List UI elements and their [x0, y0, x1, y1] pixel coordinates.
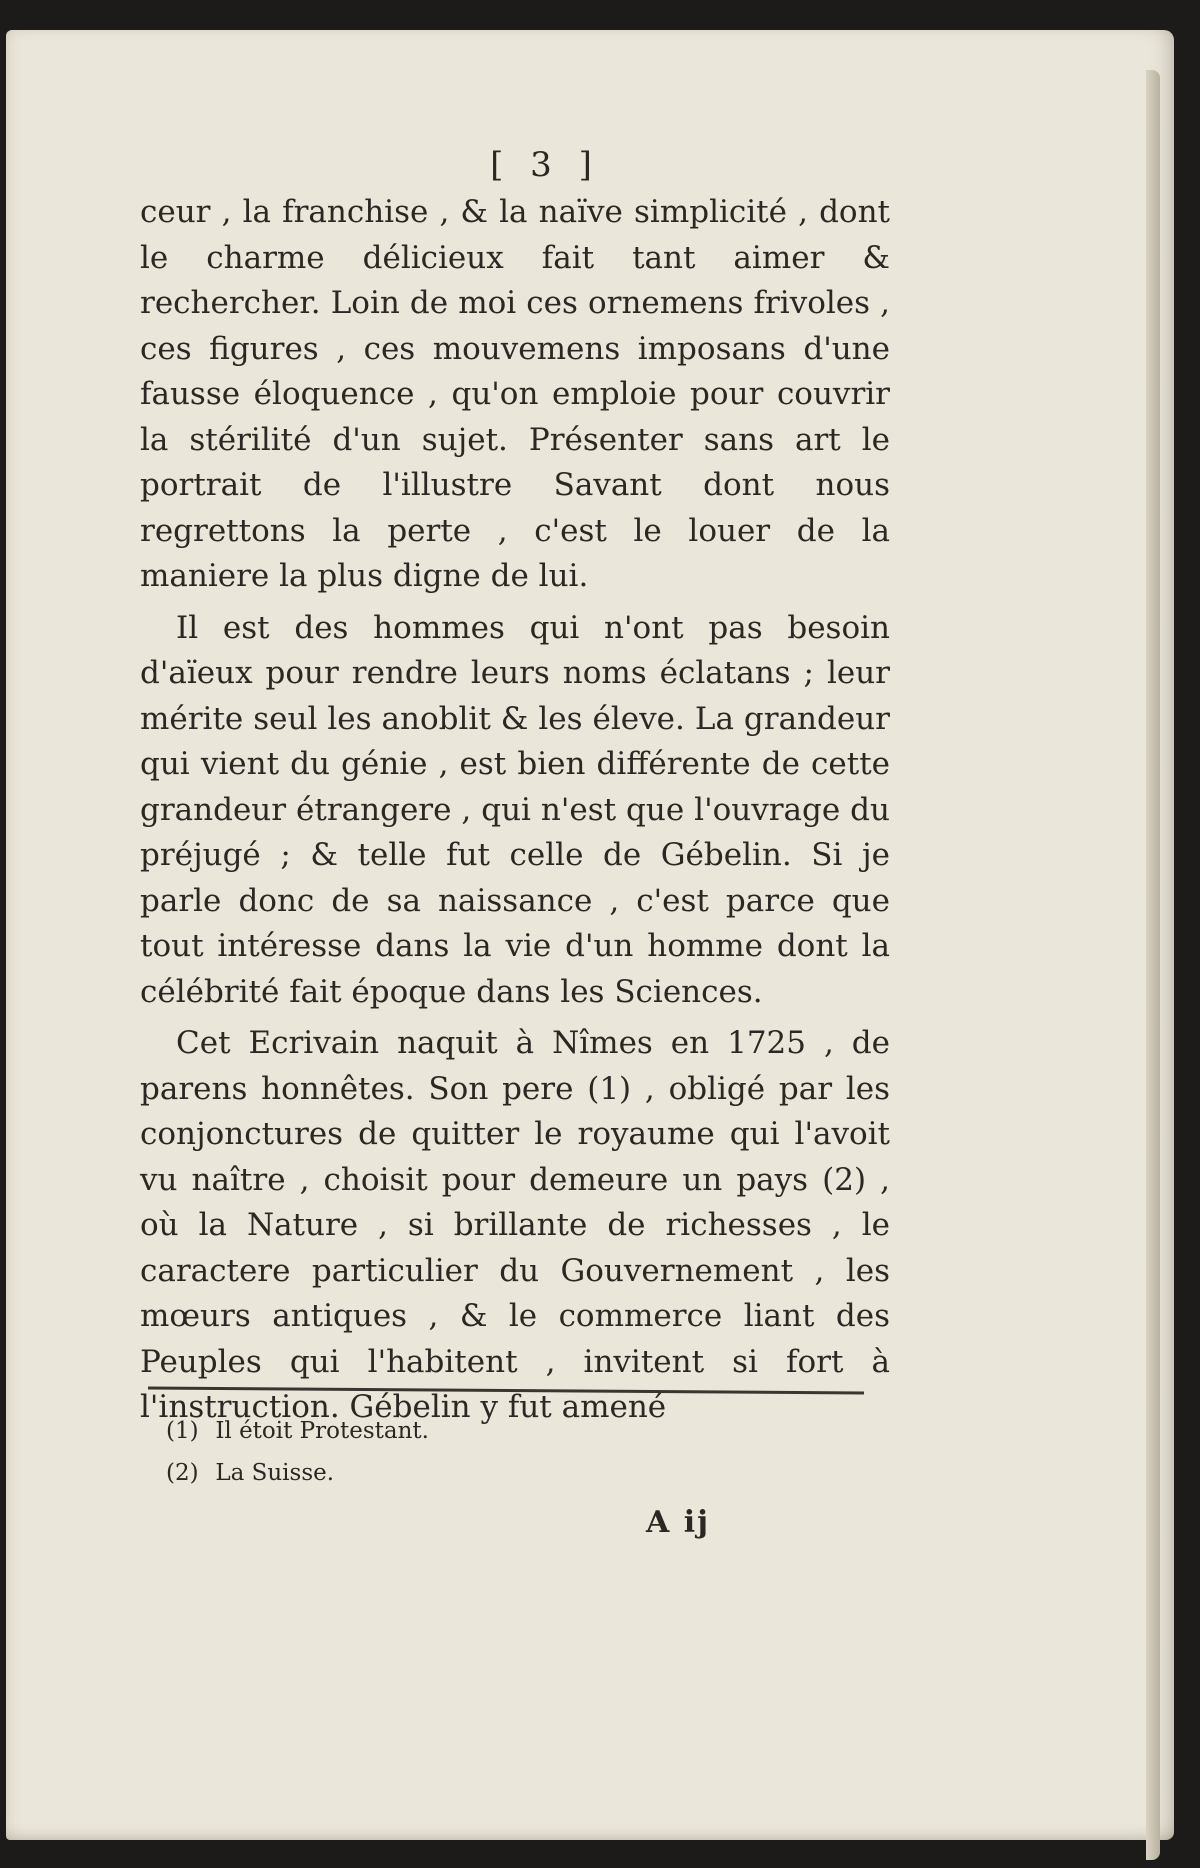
footnote-text: Il étoit Protestant.	[215, 1418, 429, 1444]
paragraph-3: Cet Ecrivain naquit à Nîmes en 1725 , de parens honnêtes. Son pere (1) , obligé par les conjonctures de quitter le royaume qui l'avoit vu naître , choisit pour demeure un pays (2) , où la Nature , si brillante de richesses , le caractere particulier du Gouvernement , les mœurs antiques , & le commerce liant des Peuples qui l'habitent , invitent si fort à l'instruction. Gébelin y fut amené	[140, 1025, 890, 1425]
page-edge	[1146, 70, 1160, 1860]
footnotes	[166, 1410, 429, 1494]
footnote-marker: (2)	[166, 1460, 199, 1486]
footnote	[166, 1452, 429, 1494]
paragraph-1: ceur , la franchise , & la naïve simplicité , dont le charme délicieux fait tant aimer & rechercher. Loin de moi ces ornemens frivoles , ces figures , ces mouvemens imposans d'une fausse éloquence , qu'on emploie pour couvrir la stérilité d'un sujet. Présenter sans art le portrait de l'illustre Savant dont nous regrettons la perte , c'est le louer de la maniere la plus digne de lui.	[140, 194, 890, 594]
paragraph-2: Il est des hommes qui n'ont pas besoin d'aïeux pour rendre leurs noms éclatans ; leur mérite seul les anoblit & les éleve. La grandeur qui vient du génie , est bien différente de cette grandeur étrangere , qui n'est que l'ouvrage du préjugé ; & telle fut celle de Gébelin. Si je parle donc de sa naissance , c'est parce que tout intéresse dans la vie d'un homme dont la célébrité fait époque dans les Sciences.	[140, 609, 890, 1010]
footnote-marker: (1)	[166, 1418, 199, 1444]
footnote	[166, 1410, 429, 1452]
page-number: [ 3 ]	[490, 145, 600, 185]
footnote-text: La Suisse.	[215, 1460, 335, 1486]
main-text-block	[140, 140, 890, 1431]
signature-mark: A ij	[646, 1505, 710, 1540]
